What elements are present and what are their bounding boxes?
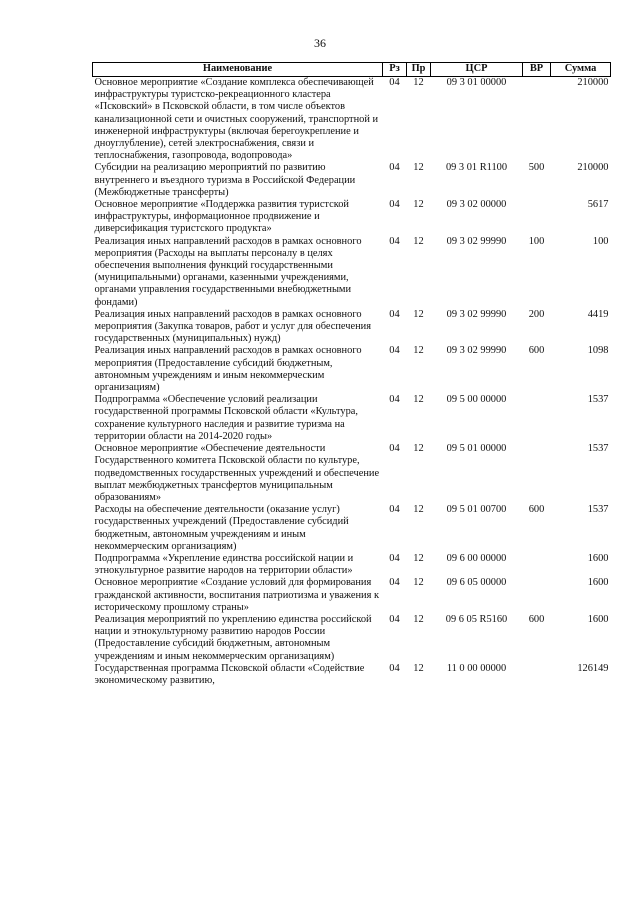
cell-rz: 04 xyxy=(389,552,400,564)
cell-vr: 600 xyxy=(528,345,545,357)
table-row xyxy=(93,309,611,346)
cell-csr: 09 3 01 R1100 xyxy=(445,162,508,174)
cell-sum: 4419 xyxy=(587,308,609,320)
cell-name: Основное мероприятие «Обеспечение деятельности Государственного комитета Псковской области по культуре, подведомственных государственных учреждений и обеспечение выплат межбюджетных трансфертов муниципальным образованиям» xyxy=(94,443,380,503)
cell-rz: 04 xyxy=(389,77,400,88)
cell-name: Реализация иных направлений расходов в рамках основного мероприятия (Закупка товаров, работ и услуг для обеспечения государственных (муниципальных) нужд) xyxy=(94,308,371,345)
cell-csr: 09 5 00 00000 xyxy=(446,394,507,406)
header-sum: Сумма xyxy=(551,63,611,77)
cell-rz: 04 xyxy=(389,162,400,174)
cell-sum: 1600 xyxy=(587,552,609,564)
cell-name: Субсидии на реализацию мероприятий по развитию внутреннего и въездного туризма в Российской Федерации (Межбюджетные трансферты) xyxy=(94,162,356,198)
cell-csr: 09 6 05 R5160 xyxy=(445,613,508,625)
cell-sum: 1537 xyxy=(587,443,609,455)
cell-pr: 12 xyxy=(413,552,424,564)
cell-name: Расходы на обеспечение деятельности (оказание услуг) государственных учреждений (Предоставление субсидий бюджетным, автономным учреждениям и иным некоммерческим организациям) xyxy=(94,504,349,552)
cell-sum: 126149 xyxy=(577,662,609,674)
cell-csr: 09 3 02 99990 xyxy=(446,308,507,320)
budget-table xyxy=(92,62,611,687)
table-row xyxy=(93,577,611,614)
cell-csr: 09 5 01 00700 xyxy=(446,504,507,516)
cell-csr: 09 3 01 00000 xyxy=(446,77,507,88)
table-row xyxy=(93,553,611,577)
cell-rz: 04 xyxy=(389,504,400,516)
cell-vr xyxy=(523,443,551,504)
cell-pr: 12 xyxy=(413,504,424,516)
cell-sum: 1537 xyxy=(587,394,609,406)
cell-csr: 09 3 02 99990 xyxy=(446,235,507,247)
cell-pr: 12 xyxy=(413,235,424,247)
cell-sum: 1537 xyxy=(587,504,609,516)
cell-rz: 04 xyxy=(389,577,400,589)
cell-rz: 04 xyxy=(389,235,400,247)
cell-pr: 12 xyxy=(413,613,424,625)
table-row xyxy=(93,162,611,199)
cell-sum: 210000 xyxy=(577,77,609,88)
cell-pr: 12 xyxy=(413,77,424,88)
cell-sum: 1600 xyxy=(587,577,609,589)
cell-pr: 12 xyxy=(413,443,424,455)
cell-vr xyxy=(523,199,551,236)
cell-vr: 200 xyxy=(528,308,545,320)
cell-vr xyxy=(523,394,551,443)
cell-csr: 09 6 05 00000 xyxy=(446,577,507,589)
cell-vr: 600 xyxy=(528,504,545,516)
cell-vr xyxy=(523,77,551,163)
cell-vr xyxy=(523,577,551,614)
cell-rz: 04 xyxy=(389,662,400,674)
cell-name: Основное мероприятие «Поддержка развития туристской инфраструктуры, информационное продвижение и диверсификация туристского продукта» xyxy=(94,199,349,235)
header-pr: Пр xyxy=(407,63,431,77)
cell-csr: 09 5 01 00000 xyxy=(446,443,507,455)
header-vr: ВР xyxy=(523,63,551,77)
cell-csr: 11 0 00 00000 xyxy=(446,662,507,674)
cell-vr: 600 xyxy=(528,613,545,625)
table-row xyxy=(93,504,611,553)
cell-name: Реализация иных направлений расходов в рамках основного мероприятия (Предоставление субсидий бюджетным, автономным учреждениям и иным некоммерческим организациям) xyxy=(94,345,362,394)
cell-vr: 500 xyxy=(528,162,545,174)
cell-vr xyxy=(523,553,551,577)
cell-rz: 04 xyxy=(389,613,400,625)
page-number: 36 xyxy=(314,36,326,50)
cell-sum: 1098 xyxy=(587,345,609,357)
cell-name: Подпрограмма «Обеспечение условий реализации государственной программы Псковской области «Культура, сохранение культурного наследия и развитие туризма на территории области на 2014-2020 годы» xyxy=(94,394,359,442)
cell-name: Реализация мероприятий по укреплению единства российской нации и этнокультурному развитию народов России (Предоставление субсидий бюджетным, автономным учреждениям и иным некоммерческим организациям) xyxy=(94,613,372,662)
cell-csr: 09 3 02 00000 xyxy=(446,199,507,211)
table-row xyxy=(93,199,611,236)
table-row xyxy=(93,394,611,443)
cell-rz: 04 xyxy=(389,199,400,211)
cell-sum: 5617 xyxy=(587,199,609,211)
cell-name: Подпрограмма «Укрепление единства российской нации и этнокультурное развитие народов на территории области» xyxy=(94,552,354,577)
cell-vr xyxy=(523,663,551,687)
table-row xyxy=(93,443,611,504)
cell-rz: 04 xyxy=(389,308,400,320)
table-row xyxy=(93,345,611,394)
header-csr: ЦСР xyxy=(431,63,523,77)
cell-name: Основное мероприятие «Создание условий для формирования гражданской активности, воспитания патриотизма и уважения к историческому прошлому страны» xyxy=(94,577,380,613)
cell-pr: 12 xyxy=(413,199,424,211)
cell-rz: 04 xyxy=(389,345,400,357)
cell-pr: 12 xyxy=(413,308,424,320)
header-rz: Рз xyxy=(383,63,407,77)
table-row xyxy=(93,77,611,163)
table-header-row xyxy=(93,63,611,77)
cell-name: Реализация иных направлений расходов в рамках основного мероприятия (Расходы на выплаты персоналу в целях обеспечения выполнения функций государственными (муниципальными) органами, казенными учреждениями, органами управления государственными внебюджетными фондами) xyxy=(94,235,362,308)
table-row xyxy=(93,236,611,309)
cell-rz: 04 xyxy=(389,443,400,455)
cell-pr: 12 xyxy=(413,577,424,589)
cell-csr: 09 6 00 00000 xyxy=(446,552,507,564)
cell-pr: 12 xyxy=(413,345,424,357)
cell-sum: 210000 xyxy=(577,162,609,174)
cell-vr: 100 xyxy=(528,235,545,247)
cell-pr: 12 xyxy=(413,662,424,674)
cell-pr: 12 xyxy=(413,394,424,406)
table-row xyxy=(93,614,611,663)
cell-pr: 12 xyxy=(413,162,424,174)
cell-sum: 1600 xyxy=(587,613,609,625)
table-row xyxy=(93,663,611,687)
cell-csr: 09 3 02 99990 xyxy=(446,345,507,357)
cell-sum: 100 xyxy=(592,235,609,247)
header-name: Наименование xyxy=(93,63,383,77)
cell-name: Основное мероприятие «Создание комплекса обеспечивающей инфраструктуры туристско-рекреационного кластера «Псковский» в Псковской области, в том числе объектов канализационной сети и очистных сооружений, транспортной и инженерной инфраструктуры (включая берегоукрепление и дноуглубление), сетей электроснабжения, связи и теплоснабжения, газопровода, водопровода» xyxy=(94,77,379,162)
cell-name: Государственная программа Псковской области «Содействие экономическому развитию, xyxy=(94,662,365,686)
cell-rz: 04 xyxy=(389,394,400,406)
